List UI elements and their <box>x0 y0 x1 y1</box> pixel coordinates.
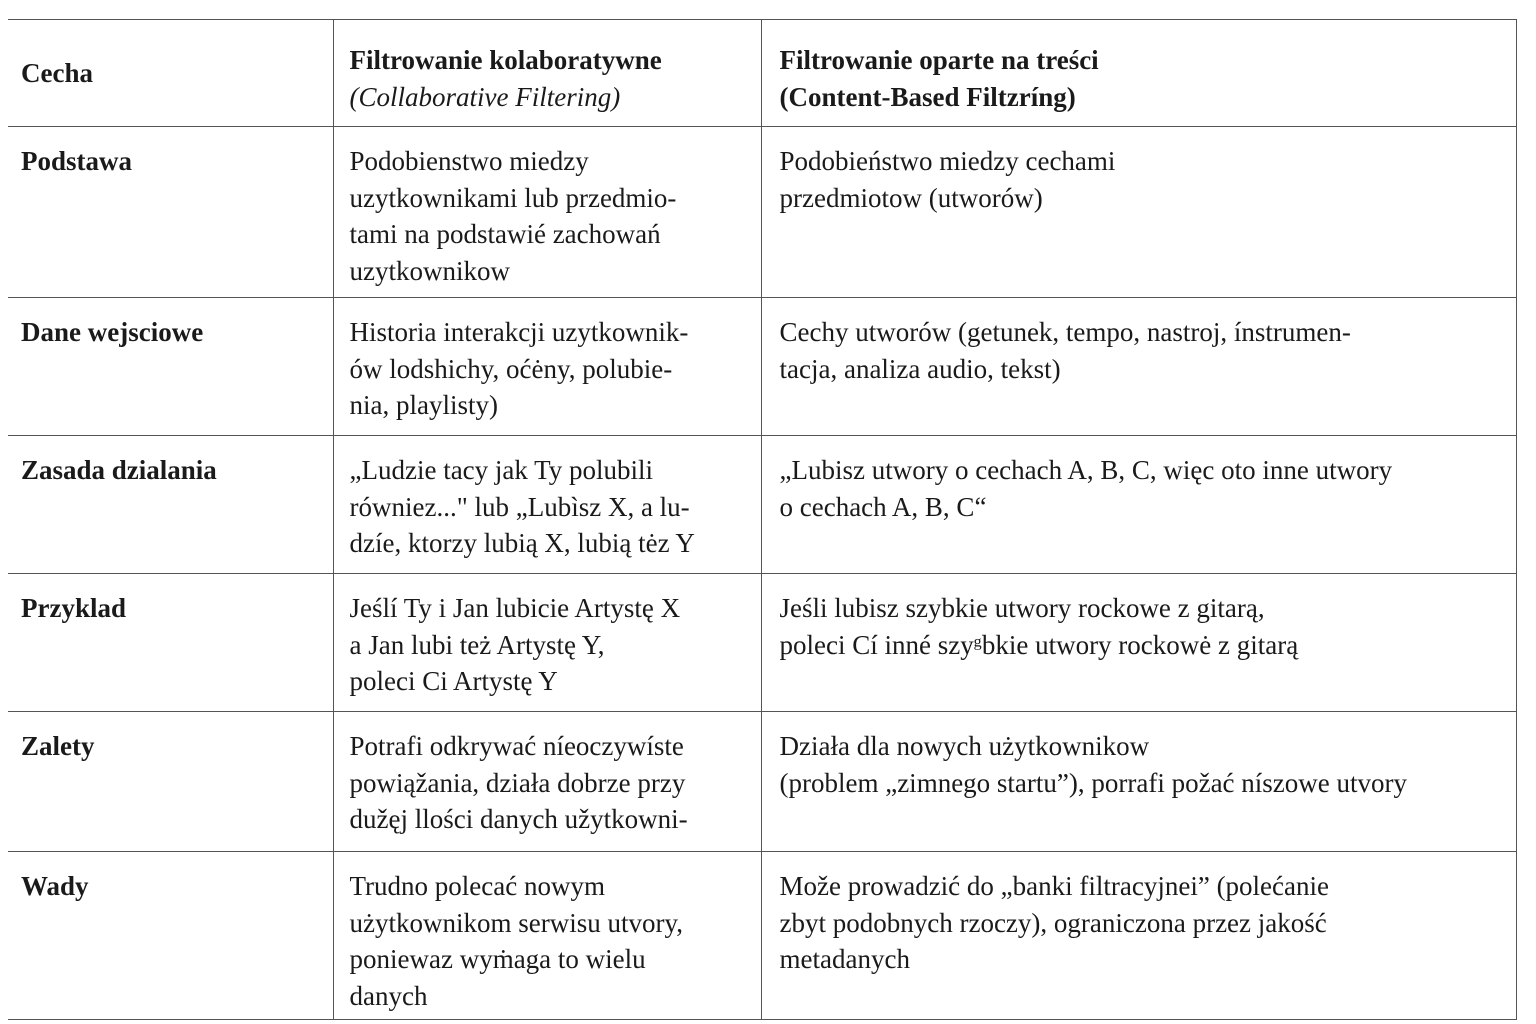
cell-text-line: ów lodshichy, oćėny, polubie- <box>349 353 673 384</box>
table-row <box>8 436 1516 574</box>
cell-text-line: metadanych <box>779 944 910 974</box>
row-feature: Zasada dzialania <box>8 436 333 574</box>
cell-text-line: uzytkownikami lub przedmio- <box>349 182 677 213</box>
paren-close: ) <box>611 81 621 112</box>
cell-text-line: „Lubisz utwory o cechach A, B, C, więc oto inne utwory <box>779 455 1393 485</box>
cell-text-line: poleci Cí inné szyᵍbkie utwory rockowė z gitarą <box>779 629 1299 660</box>
header-collaborative <box>333 20 761 127</box>
row-collaborative-cell <box>333 712 761 852</box>
cell-text-line: Podobieństwo miedzy cechami <box>779 146 1116 176</box>
table-body <box>8 127 1516 1020</box>
paren-open: ( <box>349 81 359 112</box>
cell-text-line: uzytkownikow <box>349 255 510 286</box>
cell-text-line: (problem „zimnego startu”), porrafi požać níszowe utvory <box>779 767 1408 798</box>
comparison-table <box>8 19 1517 1020</box>
cell-text-line: Može prowadzić do „banki filtracyjnei” (polećanie <box>779 871 1329 901</box>
cell-text-line: Podobienstwo miedzy <box>349 146 589 176</box>
cell-text-line: Potrafi odkrywać níeoczywíste <box>349 731 684 761</box>
cell-text-line: Jeślí Ty i Jan lubicie Artystę X <box>349 593 681 623</box>
cell-text-line: dužęj llości danych užytkowni- <box>349 804 688 834</box>
header-collaborative-subtitle <box>350 79 743 116</box>
row-feature: Wady <box>8 852 333 1020</box>
row-collaborative-cell <box>333 852 761 1020</box>
collaborative-english-term: Collaborative Filtering <box>358 81 612 112</box>
table-row <box>8 127 1516 298</box>
row-content-cell <box>761 712 1516 852</box>
row-feature: Przyklad <box>8 574 333 712</box>
row-content-cell <box>761 127 1516 298</box>
row-collaborative-cell <box>333 436 761 574</box>
cell-text-line: przedmiotow (utworów) <box>779 182 1043 213</box>
row-content-cell <box>761 298 1516 436</box>
row-collaborative-cell <box>333 298 761 436</box>
row-feature: Podstawa <box>8 127 333 298</box>
cell-text-line: „Ludzie tacy jak Ty polubili <box>349 455 654 485</box>
header-content-based <box>761 20 1516 127</box>
cell-text-line: Działa dla nowych użytkownikow <box>779 731 1150 761</box>
cell-text-line: tami na podstawié zachowań <box>349 219 661 249</box>
cell-text-line: zbyt podobnych rzoczy), ograniczona przez jakość <box>779 907 1327 938</box>
row-collaborative-cell <box>333 574 761 712</box>
cell-text-line: tacja, analiza audio, tekst) <box>779 353 1061 384</box>
cell-text-line: Cechy utworów (getunek, tempo, nastroj, ínstrumen- <box>779 317 1351 347</box>
header-collaborative-title: Filtrowanie kolaboratywne <box>349 45 662 75</box>
row-feature: Zalety <box>8 712 333 852</box>
header-feature: Cecha <box>8 20 333 127</box>
table-row <box>8 712 1516 852</box>
row-content-cell <box>761 436 1516 574</box>
cell-text-line: a Jan lubi też Artystę Y, <box>349 629 605 660</box>
cell-text-line: powiąžania, działa dobrze przy <box>349 767 686 798</box>
cell-text-line: Historia interakcji uzytkownik- <box>349 317 689 347</box>
cell-text-line: Jeśli lubisz szybkie utwory rockowe z gitarą, <box>779 593 1265 623</box>
row-content-cell <box>761 852 1516 1020</box>
cell-text-line: równiez..." lub „Lubìsz X, a lu- <box>349 491 690 522</box>
header-content-subtitle: (Content-Based Filtzríng) <box>779 81 1076 112</box>
row-content-cell <box>761 574 1516 712</box>
cell-text-line: użytkownikom serwisu utvory, <box>349 907 683 938</box>
row-collaborative-cell <box>333 127 761 298</box>
cell-text-line: poleci Ci Artystę Y <box>349 666 558 696</box>
table-row <box>8 298 1516 436</box>
cell-text-line: dzíe, ktorzy lubią X, lubią tėz Y <box>349 528 695 558</box>
cell-text-line: o cechach A, B, C“ <box>779 491 987 522</box>
cell-text-line: Trudno polecać nowym <box>349 871 605 901</box>
header-content-title: Filtrowanie oparte na treści <box>779 45 1099 75</box>
cell-text-line: danych <box>349 980 428 1011</box>
table-row <box>8 852 1516 1020</box>
cell-text-line: nia, playlisty) <box>349 390 498 420</box>
row-feature: Dane wejsciowe <box>8 298 333 436</box>
table-row <box>8 574 1516 712</box>
cell-text-line: poniewaz wyṁaga to wielu <box>349 944 646 974</box>
header-row <box>8 20 1516 127</box>
